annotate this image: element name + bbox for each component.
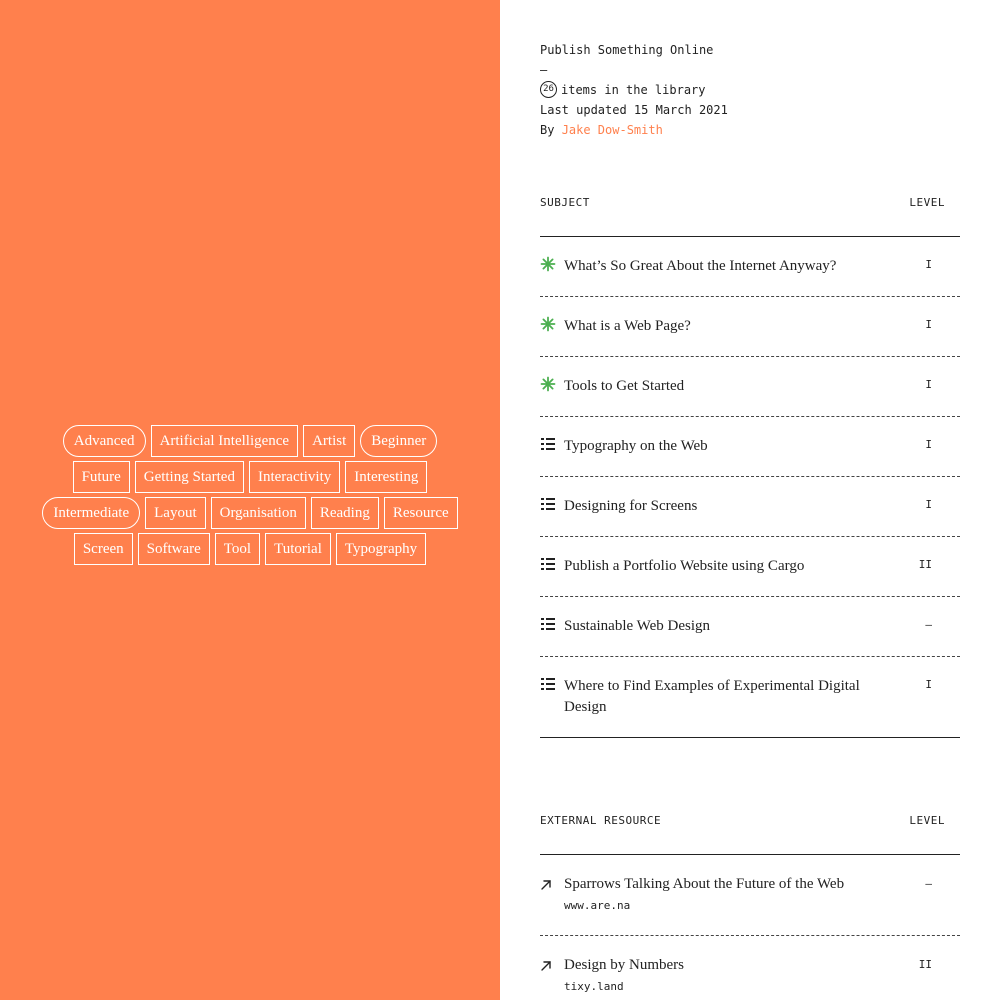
external-resource-level: II — [918, 958, 932, 971]
subject-title: Publish a Portfolio Website using Cargo — [564, 558, 805, 574]
subject-title: Tools to Get Started — [564, 378, 685, 394]
library-title: Publish Something Online — [540, 43, 714, 57]
tag-interactivity[interactable]: Interactivity — [249, 461, 340, 493]
arrow-up-right-icon — [540, 960, 552, 972]
external-resource-title: Design by Numbers — [564, 957, 684, 973]
subject-title: Where to Find Examples of Experimental Digital Design — [564, 678, 860, 715]
tag-resource[interactable]: Resource — [384, 497, 458, 529]
item-count-label: items in the library — [561, 83, 706, 97]
subject-row[interactable] — [540, 597, 960, 657]
asterisk-icon — [540, 256, 556, 272]
subject-title: What’s So Great About the Internet Anyway? — [564, 258, 837, 274]
library-panel — [500, 0, 1000, 1000]
level-column-header: LEVEL — [909, 196, 945, 209]
subject-title: Designing for Screens — [564, 498, 698, 514]
subject-header — [540, 196, 960, 237]
external-resource-url[interactable]: tixy.land — [564, 980, 624, 993]
subject-row[interactable] — [540, 417, 960, 477]
last-updated: Last updated 15 March 2021 — [540, 103, 728, 117]
subject-row[interactable] — [540, 357, 960, 417]
subject-row[interactable] — [540, 477, 960, 537]
tag-tutorial[interactable]: Tutorial — [265, 533, 331, 565]
tag-getting-started[interactable]: Getting Started — [135, 461, 244, 493]
tag-software[interactable]: Software — [138, 533, 210, 565]
tag-artificial-intelligence[interactable]: Artificial Intelligence — [151, 425, 299, 457]
external-resource-section — [540, 814, 960, 1000]
subject-column-header: SUBJECT — [540, 196, 590, 209]
subject-row[interactable] — [540, 237, 960, 297]
arrow-up-right-icon — [540, 879, 552, 891]
byline — [540, 120, 728, 140]
tag-advanced[interactable]: Advanced — [63, 425, 146, 457]
tag-reading[interactable]: Reading — [311, 497, 379, 529]
list-icon — [540, 616, 556, 632]
subject-title: What is a Web Page? — [564, 318, 691, 334]
list-icon — [540, 676, 556, 692]
byline-prefix: By — [540, 123, 555, 137]
external-resource-row[interactable] — [540, 855, 960, 936]
tag-beginner[interactable]: Beginner — [360, 425, 437, 457]
external-resource-title: Sparrows Talking About the Future of the Web — [564, 876, 845, 892]
author-link[interactable]: Jake Dow-Smith — [561, 123, 663, 137]
tag-organisation[interactable]: Organisation — [211, 497, 306, 529]
subject-level: – — [925, 618, 932, 631]
subject-level: I — [925, 378, 932, 391]
subject-section — [540, 196, 960, 738]
external-resource-level: – — [925, 877, 932, 890]
subject-title: Typography on the Web — [564, 438, 708, 454]
external-resource-row[interactable] — [540, 936, 960, 1000]
item-count-badge: 26 — [540, 81, 557, 98]
meta-separator: – — [540, 63, 548, 77]
list-icon — [540, 556, 556, 572]
subject-level: I — [925, 438, 932, 451]
tag-layout[interactable]: Layout — [145, 497, 206, 529]
external-resource-url[interactable]: www.are.na — [564, 899, 631, 912]
asterisk-icon — [540, 376, 556, 392]
subject-level: I — [925, 678, 932, 691]
tag-future[interactable]: Future — [73, 461, 130, 493]
level-column-header: LEVEL — [909, 814, 945, 827]
subject-level: I — [925, 258, 932, 271]
asterisk-icon — [540, 316, 556, 332]
tag-typography[interactable]: Typography — [336, 533, 426, 565]
tag-interesting[interactable]: Interesting — [345, 461, 427, 493]
subject-row[interactable] — [540, 657, 960, 738]
subject-level: I — [925, 498, 932, 511]
external-resource-column-header: EXTERNAL RESOURCE — [540, 814, 662, 827]
list-icon — [540, 496, 556, 512]
subject-level: I — [925, 318, 932, 331]
library-meta — [540, 40, 728, 140]
tag-tool[interactable]: Tool — [215, 533, 260, 565]
subject-row[interactable] — [540, 537, 960, 597]
tag-artist[interactable]: Artist — [303, 425, 355, 457]
external-resource-header — [540, 814, 960, 855]
subject-level: II — [918, 558, 932, 571]
tag-cloud — [0, 425, 500, 565]
subject-row[interactable] — [540, 297, 960, 357]
tag-screen[interactable]: Screen — [74, 533, 133, 565]
list-icon — [540, 436, 556, 452]
subject-title: Sustainable Web Design — [564, 618, 710, 634]
tag-intermediate[interactable]: Intermediate — [42, 497, 140, 529]
item-count-line — [540, 80, 728, 100]
